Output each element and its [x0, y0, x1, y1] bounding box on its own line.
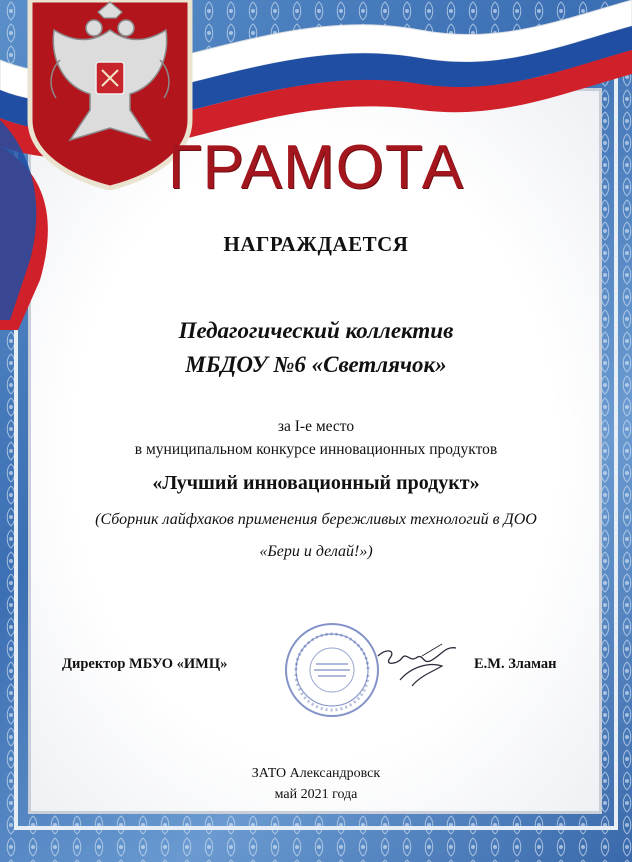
awarded-heading: НАГРАЖДАЕТСЯ — [223, 232, 409, 256]
contest-line: в муниципальном конкурсе инновационных продуктов — [134, 441, 498, 458]
certificate-title: ГРАМОТА — [167, 133, 465, 202]
note-line-2: «Бери и делай!») — [259, 543, 373, 560]
note-line-1: (Сборник лайфхаков применения бережливых технологий в ДОО — [95, 511, 537, 528]
place-line: за I-е место — [277, 418, 355, 435]
contest-name: «Лучший инновационный продукт» — [152, 472, 480, 494]
signatory-name: Е.М. Зламан — [474, 656, 557, 672]
signatory-title: Директор МБУО «ИМЦ» — [62, 656, 228, 672]
date-text: май 2021 года — [274, 787, 358, 802]
location-text: ЗАТО Александровск — [251, 766, 381, 781]
recipient-line-2: МБДОУ №6 «Светлячок» — [185, 352, 447, 377]
handwritten-signature — [372, 636, 462, 696]
recipient-line-1: Педагогический коллектив — [178, 318, 454, 343]
round-seal-stamp-icon — [282, 620, 382, 720]
